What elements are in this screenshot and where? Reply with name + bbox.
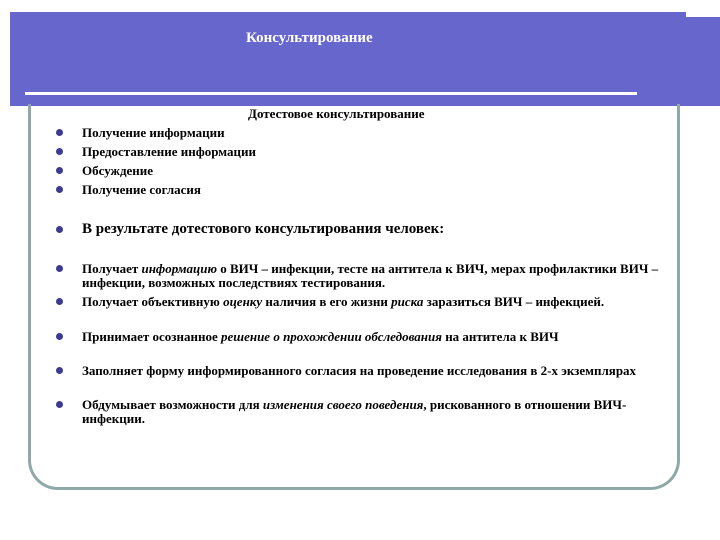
step-text: Предоставление информации: [82, 144, 256, 159]
slide-subtitle: Дотестовое консультирование: [248, 106, 425, 121]
bullet-icon: [56, 186, 63, 193]
plain-text: заразиться ВИЧ – инфекцией.: [423, 294, 605, 309]
bullet-icon: [56, 265, 63, 272]
header-divider: [25, 92, 637, 95]
emphasis-text: информацию: [141, 261, 217, 276]
plain-text: Принимает осознанное: [82, 329, 221, 344]
plain-text: , рискованного в отношении ВИЧ-инфекции.: [82, 397, 627, 426]
bullet-icon: [56, 298, 63, 305]
header-corner-accent: [686, 12, 720, 17]
result-text: [82, 262, 672, 290]
bullet-icon: [56, 367, 63, 374]
slide-title: Консультирование: [246, 30, 373, 46]
bullet-icon: [56, 401, 63, 408]
plain-text: Заполняет форму информированного согласия на проведение исследования в 2-х экземплярах: [82, 363, 637, 378]
emphasis-text: риска: [391, 294, 424, 309]
step-text: Получение информации: [82, 125, 225, 140]
bullet-icon: [56, 129, 63, 136]
result-text: [82, 398, 672, 426]
plain-text: наличия в его жизни: [262, 294, 392, 309]
bullet-icon: [56, 333, 63, 340]
result-text: [82, 330, 672, 344]
bullet-icon: [56, 167, 63, 174]
emphasis-text: оценку: [223, 294, 263, 309]
result-heading: В результате дотестового консультирования человек:: [82, 221, 445, 237]
plain-text: на антитела к ВИЧ: [441, 329, 559, 344]
result-text: [82, 295, 672, 309]
bullet-icon: [56, 148, 63, 155]
emphasis-text: изменения своего поведения: [262, 397, 424, 412]
bullet-icon: [56, 226, 63, 233]
plain-text: Обдумывает возможности для: [82, 397, 263, 412]
plain-text: Получает объективную: [82, 294, 224, 309]
step-text: Обсуждение: [82, 163, 154, 178]
emphasis-text: решение о прохождении обследования: [220, 329, 442, 344]
step-text: Получение согласия: [82, 182, 201, 197]
plain-text: о ВИЧ – инфекции, тесте на антитела к ВИЧ, мерах профилактики ВИЧ – инфекции, возможных последствиях тестирования.: [82, 261, 659, 290]
plain-text: Получает: [82, 261, 142, 276]
result-text: [82, 364, 672, 378]
